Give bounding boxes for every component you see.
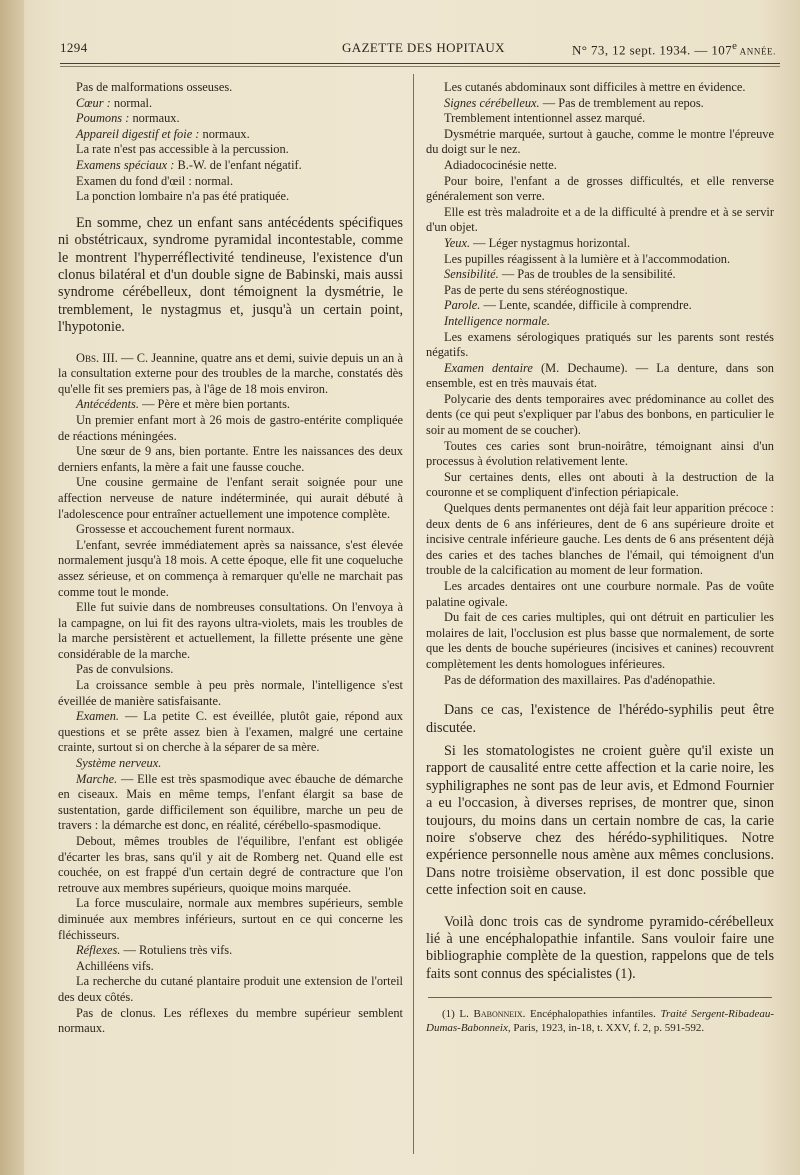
issue-text: N° 73, 12 sept. 1934. — 107 [572, 42, 733, 58]
paragraph [58, 896, 403, 943]
paragraph [58, 475, 403, 522]
exam-line-text: normaux. [129, 111, 180, 126]
exam-line-text: Pas de malformations osseuses. [76, 80, 233, 94]
paragraph-text: — Lente, scandée, difficile à comprendre. [480, 298, 692, 313]
paragraph-text: Pas de convulsions. [76, 662, 174, 677]
paragraph [426, 314, 774, 330]
paragraph [426, 439, 774, 470]
discussion-paragraph: Si les stomatologistes ne croient guère qu'il existe un rapport de causalité entre cette affection et la carie noire, les syphiligraphes ne sont pas de leur avis, et Edmond Fournier a eu l'occasion, à diverses reprises, de montrer que, sinon toujours, du moins dans un certain nombre de cas, la carie noire s'observe chez des hérédo-syphilitiques. Notre expérience personnelle nous amène aux mêmes conclusions. Dans notre troisième observation, il est donc possible que cette infection soit en cause. [426, 742, 774, 899]
paragraph-lead: Système nerveux. [76, 756, 162, 771]
paragraph-text: — La petite C. est éveillée, plutôt gaie, répond aux questions et se prête assez bien à l'examen, malgré une certaine crainte, surtout si on cherche à la séparer de sa mère. [58, 709, 403, 755]
paragraph [58, 397, 403, 413]
exam-lines [58, 80, 403, 205]
paragraph-text: Un premier enfant mort à 26 mois de gastro-entérite compliquée de réactions méningées. [58, 412, 403, 443]
column-divider [413, 74, 414, 1154]
paragraph-text: — Pas de troubles de la sensibilité. [498, 267, 676, 282]
paragraph-lead: Yeux. [444, 235, 471, 250]
summary-paragraph: En somme, chez un enfant sans antécédents spécifiques ni obstétricaux, syndrome pyramidal incontestable, comme le montrent l'hyperréflectivité tendineuse, l'existence d'un clonus bilatéral et d'un double signe de Babinski, mais aussi syndrome cérébelleux, dont témoignent la dysmétrie, le tremblement, le nystagmus et, jusqu'à un certain point, l'hypotonie. [58, 214, 403, 336]
binding-gutter [0, 0, 24, 1175]
paragraph-text: Une sœur de 9 ans, bien portante. Entre les naissances des deux derniers enfants, la mère a fait une fausse couche. [58, 444, 403, 474]
exam-line [58, 174, 403, 190]
paragraph-lead: Examen. [76, 709, 120, 724]
paragraph-lead: Examen dentaire [444, 360, 533, 375]
paragraph [426, 470, 774, 501]
paragraph [426, 236, 774, 252]
paragraph-text: Tremblement intentionnel assez marqué. [444, 111, 646, 126]
paragraph [426, 158, 774, 174]
paragraph-text: Les examens sérologiques pratiqués sur les parents sont restés négatifs. [426, 329, 774, 360]
paragraph-text: Sur certaines dents, elles ont abouti à la destruction de la couronne et se compliquent d'infection périapicale. [426, 469, 774, 500]
paragraph [426, 205, 774, 236]
paragraph [58, 974, 403, 1005]
paragraph [426, 127, 774, 158]
exam-line [58, 142, 403, 158]
exam-line [58, 127, 403, 143]
paragraph [58, 959, 403, 975]
exam-line-text: La rate n'est pas accessible à la percussion. [76, 142, 289, 157]
paragraph-text: La recherche du cutané plantaire produit une extension de l'orteil des deux côtés. [58, 974, 403, 1004]
paragraph-text: L'enfant, sevrée immédiatement après sa naissance, s'est élevée normalement jusqu'à 18 mois. A cette époque, elle fit une coqueluche assez sérieuse, et on commença à remarquer qu'elle ne marchait pas comme tout le monde. [58, 537, 403, 599]
exam-line [58, 96, 403, 112]
paragraph-text: (M. Dechaume). — La denture, dans son ensemble, est en très mauvais état. [426, 360, 774, 391]
paragraph-lead: Réflexes. [76, 943, 121, 958]
journal-title: GAZETTE DES HOPITAUX [342, 40, 505, 55]
paragraph-text: La force musculaire, normale aux membres supérieurs, semble diminuée aux membres inférieurs, surtout en ce qui concerne les fléchisseurs. [58, 896, 403, 942]
exam-line-lead: Poumons : [76, 111, 130, 126]
paragraph-text: Pour boire, l'enfant a de grosses difficultés, et elle renverse généralement son verre. [426, 173, 774, 204]
paragraph-text: Toutes ces caries sont brun-noirâtre, témoignant ainsi d'un processus à évolution relativement lente. [426, 438, 774, 469]
exam-line-text: La ponction lombaire n'a pas été pratiquée. [76, 189, 290, 204]
paragraph-text: Achilléens vifs. [76, 958, 154, 973]
paragraph-text: Une cousine germaine de l'enfant serait soignée pour une affection nerveuse de nature indéterminée, qui aurait débuté à l'adolescence pour entraîner actuellement une impotence complète. [58, 475, 403, 521]
paragraph [58, 522, 403, 538]
paragraph-text: Dysmétrie marquée, surtout à gauche, comme le montre l'épreuve du doigt sur le nez. [426, 126, 774, 157]
paragraph [426, 267, 774, 283]
right-paragraphs [426, 80, 774, 688]
paragraph [58, 943, 403, 959]
discussion-paragraph: Voilà donc trois cas de syndrome pyramido-cérébelleux lié à une encéphalopathie infantile. Sans vouloir faire une bibliographie complète de la question, rappelons que de tels faits sont connus des spécialistes (1). [426, 913, 774, 982]
paragraph-lead: Intelligence normale. [444, 313, 550, 328]
paragraph [426, 501, 774, 579]
paragraph-text: Les cutanés abdominaux sont difficiles à mettre en évidence. [444, 80, 746, 94]
exam-line-text: B.-W. de l'enfant négatif. [174, 157, 302, 172]
page-number: 1294 [60, 40, 88, 55]
paragraph-text: — Léger nystagmus horizontal. [470, 235, 631, 250]
running-header [60, 40, 780, 60]
paragraph-text: Elle est très maladroite et a de la difficulté à prendre et à se servir d'un objet. [426, 204, 774, 235]
issue-sup: e [732, 40, 738, 52]
paragraph [58, 444, 403, 475]
paragraph-text: Debout, mêmes troubles de l'équilibre, l'enfant est obligée d'écarter les bras, sans qu'il y ait de Romberg net. Quand elle est couchée, on est frappé d'un certain degré de contracture que l'on retrouve aux membres supérieurs, quoique moins marquée. [58, 834, 403, 895]
paragraph-text: Pas de déformation des maxillaires. Pas d'adénopathie. [444, 672, 716, 687]
exam-line-lead: Examens spéciaux : [76, 157, 175, 172]
issue-tail: ANNÉE. [737, 46, 776, 57]
paragraph-text: Du fait de ces caries multiples, qui ont détruit en particulier les molaires de lait, l'occlusion est plus basse que normalement, de sorte que les dents de bouche supérieures (incisives et canines) recouvrent complètement les dents homologues inférieures. [426, 610, 774, 671]
footnote-author: Babonneix. [473, 1008, 526, 1021]
paragraph-lead: Marche. [76, 771, 118, 786]
paragraph-text: — Père et mère bien portants. [138, 397, 291, 412]
paragraph [58, 538, 403, 600]
paragraph [58, 600, 403, 662]
left-paragraphs [58, 397, 403, 1036]
exam-line [58, 158, 403, 174]
footnote-rule [428, 997, 772, 998]
footnote-treatise: Traité Sergent-Ribadeau-Dumas-Babonneix, [426, 1008, 774, 1034]
header-rule-bottom [60, 66, 780, 67]
paragraph-text: Polycarie des dents temporaires avec prédominance au collet des dents (ce qui peut s'expliquer par l'abus des bonbons, en particulier le soir au moment de se coucher). [426, 391, 774, 438]
paragraph [426, 96, 774, 112]
issue-info [572, 40, 776, 58]
footnote-text1: Encéphalopathies infantiles. [525, 1008, 661, 1021]
paragraph [426, 361, 774, 392]
exam-line-text: Examen du fond d'œil : normal. [76, 173, 234, 188]
footnote [426, 1008, 774, 1035]
paragraph [426, 610, 774, 672]
paragraph-text: Quelques dents permanentes ont déjà fait leur apparition précoce : deux dents de 6 ans inférieures, dent de 6 ans supérieure droite et incisive centrale inférieure gauche. Les dents de 6 ans présentent déjà des caries et des taches blanches de l'émail, qui témoignent d'un trouble de la calcification au moment de leur formation. [426, 501, 774, 578]
exam-line [58, 111, 403, 127]
paragraph [426, 579, 774, 610]
discussion-paragraph: Dans ce cas, l'existence de l'hérédo-syphilis peut être discutée. [426, 702, 774, 736]
paragraph-text: Adiadococinésie nette. [444, 157, 557, 172]
paragraph [58, 709, 403, 756]
paragraph [58, 678, 403, 709]
paragraph-lead: Antécédents. [76, 397, 139, 412]
paragraph [58, 756, 403, 772]
paragraph-text: — Elle est très spasmodique avec ébauche de démarche en ciseaux. Mais en même temps, l'enfant élargit sa base de sustentation, garde difficilement son équilibre, marche un peu de travers : la démarche est donc, en réalité, cérébello-spasmodique. [58, 771, 403, 833]
discussion [426, 702, 774, 983]
header-rule-top [60, 63, 780, 64]
exam-line-lead: Cœur : [76, 95, 111, 110]
paragraph [58, 662, 403, 678]
exam-line [58, 80, 403, 96]
paragraph-lead: Signes cérébelleux. [444, 95, 540, 110]
paragraph [426, 283, 774, 299]
exam-line-text: normaux. [199, 126, 250, 141]
paragraph [426, 298, 774, 314]
obs-text: — C. Jeannine, quatre ans et demi, suivie depuis un an à la consultation externe pour des troubles de la marche, constatés dès qu'elle fit ses premiers pas, à l'âge de 18 mois environ. [58, 350, 403, 396]
paragraph [426, 80, 774, 96]
observation-heading [58, 351, 403, 398]
paragraph [426, 392, 774, 439]
paragraph [58, 772, 403, 834]
paragraph-lead: Parole. [444, 298, 481, 313]
paragraph-text: — Pas de tremblement au repos. [539, 95, 704, 110]
footnote-text2: Paris, 1923, in-18, t. XXV, f. 2, p. 591-592. [510, 1021, 705, 1034]
right-column [426, 80, 774, 1035]
paragraph-text: Les pupilles réagissent à la lumière et à l'accommodation. [444, 251, 731, 266]
paragraph-text: Grossesse et accouchement furent normaux. [76, 522, 295, 537]
exam-line-lead: Appareil digestif et foie : [76, 126, 200, 141]
paragraph-text: La croissance semble à peu près normale, l'intelligence s'est éveillée de manière satisfaisante. [58, 678, 403, 708]
exam-line [58, 189, 403, 205]
paragraph [58, 834, 403, 896]
paragraph [426, 174, 774, 205]
footnote-mark: (1) L. [442, 1008, 474, 1021]
paragraph-lead: Sensibilité. [444, 267, 499, 282]
obs-label: Obs. III. [76, 350, 118, 365]
paragraph [58, 1006, 403, 1037]
paragraph-text: — Rotuliens très vifs. [120, 943, 233, 958]
paragraph [426, 673, 774, 689]
exam-line-text: normal. [110, 95, 153, 110]
paragraph-text: Pas de clonus. Les réflexes du membre supérieur semblent normaux. [58, 1005, 403, 1036]
paragraph-text: Les arcades dentaires ont une courbure normale. Pas de voûte palatine ogivale. [426, 579, 774, 609]
paragraph [426, 111, 774, 127]
paragraph [426, 330, 774, 361]
paragraph [58, 413, 403, 444]
left-column [58, 80, 403, 1037]
paragraph [426, 252, 774, 268]
paragraph-text: Pas de perte du sens stéréognostique. [444, 282, 628, 297]
paragraph-text: Elle fut suivie dans de nombreuses consultations. On l'envoya à la campagne, on lui fit des rayons ultra-violets, mais les troubles de la marche persistèrent et actuellement, la fillette présente une gène considérable de la marche. [58, 600, 403, 661]
